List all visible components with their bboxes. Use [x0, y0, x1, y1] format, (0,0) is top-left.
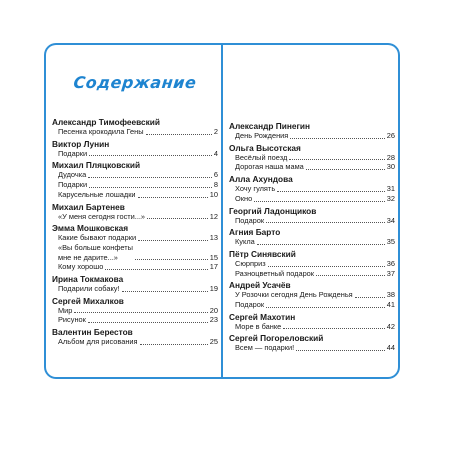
dot-leader [316, 275, 385, 276]
toc-entry[interactable] [229, 300, 395, 310]
toc-entry[interactable] [229, 322, 395, 332]
dot-leader [138, 197, 208, 198]
toc-entry-title: Альбом для рисования [58, 337, 138, 347]
toc-entry[interactable] [52, 180, 218, 190]
toc-entry-title: Рисунок [58, 315, 86, 325]
toc-author: Ирина Токмакова [52, 274, 124, 285]
toc-entry-page: 35 [386, 237, 395, 247]
toc-entry[interactable] [229, 153, 395, 163]
toc-entry[interactable] [229, 194, 395, 204]
toc-entry-title: День Рождения [235, 131, 289, 140]
toc-entry-page: 28 [386, 152, 395, 162]
dot-leader [296, 350, 385, 351]
toc-entry[interactable] [229, 343, 395, 353]
toc-entry[interactable] [52, 306, 218, 316]
toc-author: Виктор Лунин [52, 138, 110, 149]
toc-entry-page: 38 [386, 290, 395, 300]
toc-entry-page: 32 [386, 193, 395, 203]
toc-entry-title: Весёлый поезд [235, 152, 288, 162]
toc-entry-page: 42 [386, 321, 395, 331]
toc-entry[interactable] [52, 262, 218, 272]
toc-entry-title: Всем — подарки! [235, 343, 295, 353]
dot-leader [266, 222, 385, 223]
toc-author: Валентин Берестов [52, 327, 133, 338]
dot-leader [257, 244, 385, 245]
toc-entry-page: 17 [209, 262, 218, 272]
dot-leader [355, 297, 385, 298]
toc-entry-title-line: мне не дарите...» [58, 252, 118, 262]
toc-entry-title-line: «Вы больше конфеты [58, 242, 133, 252]
toc-author: Сергей Погореловский [229, 333, 324, 344]
toc-entry-title [58, 243, 133, 262]
dot-leader [283, 328, 384, 329]
toc-entry-page: 15 [209, 252, 218, 262]
toc-entry-title: У Розочки сегодня День Рожденья [235, 290, 353, 300]
toc-entry-page: 19 [209, 284, 218, 294]
toc-entry-title: Подарили собаку! [58, 284, 120, 294]
toc-entry-title: Какие бывают подарки [58, 233, 137, 243]
toc-entry-title: Море в банке [235, 321, 282, 331]
toc-entry-page: 41 [386, 300, 395, 310]
toc-entry-page: 10 [209, 189, 218, 199]
toc-author: Михаил Бартенев [52, 201, 125, 212]
dot-leader [306, 169, 385, 170]
toc-entry-page: 44 [386, 343, 395, 353]
toc-entry-page: 37 [386, 268, 395, 278]
dot-leader [74, 312, 207, 313]
toc-author: Сергей Махотин [229, 311, 296, 322]
toc-entry-page: 2 [213, 127, 218, 136]
toc-author: Георгий Ладонщиков [229, 205, 317, 216]
toc-author: Алла Ахундова [229, 174, 293, 185]
toc-entry[interactable] [52, 284, 218, 294]
toc-entry-page: 26 [386, 131, 395, 140]
dot-leader [138, 240, 208, 241]
toc-entry-page: 31 [386, 184, 395, 194]
toc-entry-page: 4 [213, 148, 218, 158]
toc-right-column [229, 119, 395, 353]
toc-entry[interactable] [229, 237, 395, 247]
toc-entry-title: Подарки [58, 148, 88, 158]
toc-author: Сергей Михалков [52, 295, 124, 306]
toc-author: Ольга Высотская [229, 142, 301, 153]
dot-leader [277, 191, 385, 192]
toc-author: Агния Барто [229, 227, 281, 238]
toc-entry-page: 25 [209, 337, 218, 347]
dot-leader [289, 159, 385, 160]
toc-left-column [52, 115, 218, 347]
toc-entry-title: Карусельные лошадки [58, 189, 136, 199]
toc-entry[interactable] [229, 269, 395, 279]
toc-entry-title: Подарки [58, 180, 88, 190]
dot-leader [135, 259, 208, 260]
toc-author: Пётр Синявский [229, 248, 296, 259]
toc-entry-title: Подарок [235, 300, 265, 310]
toc-author: Михаил Пляцковский [52, 160, 141, 171]
toc-entry-title: Дорогая наша мама [235, 162, 304, 172]
dot-leader [88, 177, 212, 178]
toc-entry[interactable] [52, 127, 218, 137]
book-spread [44, 43, 400, 379]
toc-entry[interactable] [52, 190, 218, 200]
toc-entry-title: Мир [58, 305, 73, 315]
dot-leader [140, 344, 208, 345]
dot-leader [254, 201, 385, 202]
toc-entry[interactable] [229, 162, 395, 172]
toc-entry[interactable] [52, 233, 218, 243]
toc-entry[interactable] [52, 212, 218, 222]
dot-leader [122, 291, 208, 292]
toc-entry[interactable] [52, 337, 218, 347]
toc-entry[interactable] [52, 149, 218, 159]
toc-entry[interactable] [229, 216, 395, 226]
toc-entry-title: Хочу гулять [235, 184, 276, 194]
toc-entry-page: 20 [209, 305, 218, 315]
right-page [222, 43, 400, 379]
toc-entry-page: 12 [209, 211, 218, 221]
page-title: Содержание [72, 73, 198, 92]
dot-leader [147, 218, 208, 219]
dot-leader [89, 155, 212, 156]
toc-entry[interactable] [229, 259, 395, 269]
toc-entry-page: 30 [386, 162, 395, 172]
toc-entry[interactable] [229, 290, 395, 300]
toc-entry-title: Подарок [235, 215, 265, 225]
left-page [44, 43, 222, 379]
dot-leader [266, 307, 385, 308]
toc-entry[interactable] [52, 243, 218, 262]
toc-author: Александр Пинегин [229, 121, 311, 131]
toc-entry-page: 8 [213, 180, 218, 190]
toc-entry-title: Разноцветный подарок [235, 268, 315, 278]
toc-author: Эмма Мошковская [52, 223, 129, 234]
dot-leader [89, 187, 212, 188]
dot-leader [105, 269, 207, 270]
toc-entry[interactable] [52, 170, 218, 180]
toc-entry-page: 36 [386, 258, 395, 268]
dot-leader [290, 138, 384, 139]
toc-entry-title: Дудочка [58, 170, 87, 180]
toc-entry-title: Окно [235, 193, 253, 203]
toc-entry-page: 23 [209, 315, 218, 325]
toc-entry-page: 6 [213, 170, 218, 180]
dot-leader [268, 266, 385, 267]
dot-leader [146, 134, 212, 135]
toc-author: Александр Тимофеевский [52, 117, 160, 127]
toc-entry[interactable] [229, 131, 395, 141]
dot-leader [88, 322, 208, 323]
toc-entry[interactable] [52, 315, 218, 325]
toc-entry-title: Кукла [235, 237, 255, 247]
toc-entry-title: «У меня сегодня гости...» [58, 211, 146, 221]
toc-entry-title: Песенка крокодила Гены [58, 127, 144, 136]
toc-entry-title: Сюрприз [235, 258, 266, 268]
toc-entry[interactable] [229, 184, 395, 194]
toc-author: Андрей Усачёв [229, 280, 291, 291]
toc-entry-page: 13 [209, 233, 218, 243]
toc-entry-page: 34 [386, 215, 395, 225]
toc-entry-title: Кому хорошо [58, 262, 104, 272]
